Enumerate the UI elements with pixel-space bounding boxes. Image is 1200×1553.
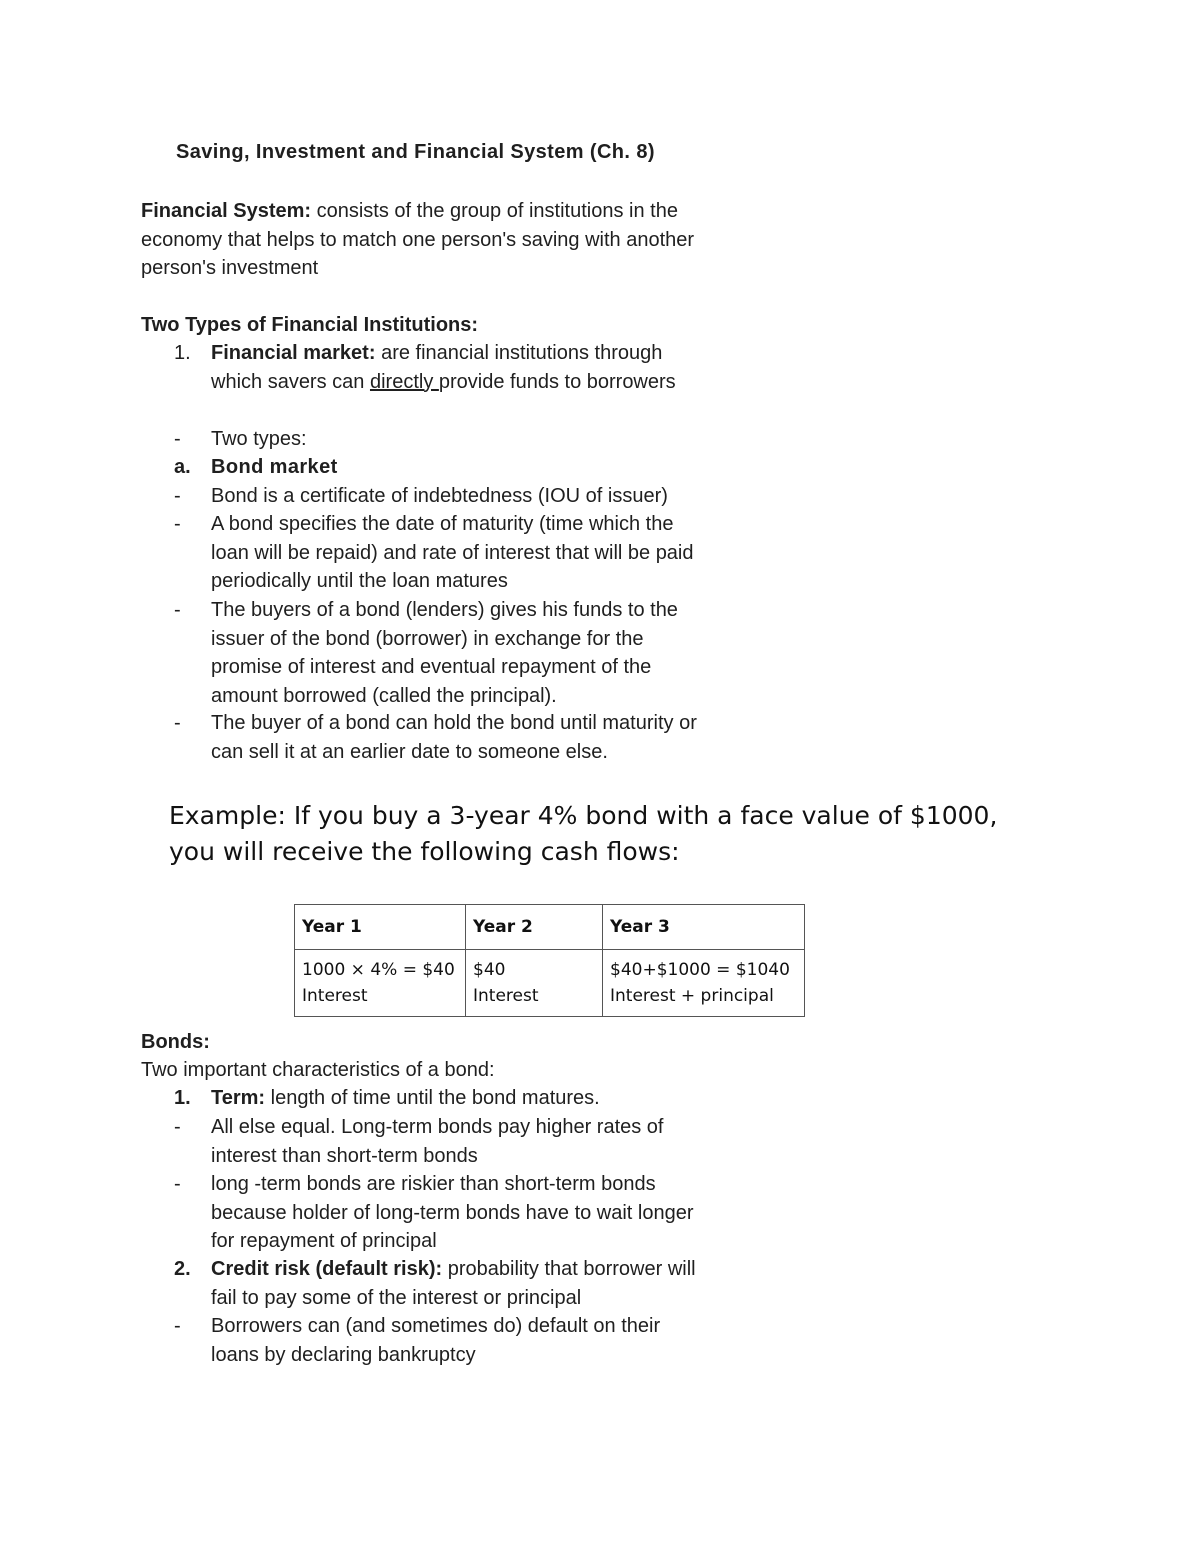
institutions-heading: Two Types of Financial Institutions:: [141, 314, 479, 336]
directly-underlined: directly: [369, 370, 439, 393]
credit-risk-label: Credit risk (default risk):: [211, 1258, 443, 1280]
list-item: long -term bonds are riskier than short-term bonds because holder of long-term bonds have to wait longer for repayment of principal: [211, 1173, 694, 1252]
financial-market-term: Financial market:: [211, 342, 376, 364]
example-text: Example: If you buy a 3-year 4% bond with a face value of $1000, you will receive the following cash flows:: [169, 801, 998, 866]
bond-market-label: Bond market: [211, 456, 338, 478]
cell-label: Interest: [302, 986, 368, 1006]
financial-market-text-end: provide funds to borrowers: [438, 370, 676, 393]
financial-market-text: are financial institutions through which savers can: [211, 342, 663, 393]
list-marker: -: [174, 1116, 181, 1138]
list-item: The buyers of a bond (lenders) gives his funds to the issuer of the bond (borrower) in exchange for the promise of interest and eventual repayment of the amount borrowed (called the principal).: [211, 599, 678, 707]
list-marker: -: [174, 513, 181, 535]
bonds-heading: Bonds:: [141, 1031, 210, 1053]
credit-risk-item: [211, 1255, 706, 1312]
table-header-cell: Year 3: [603, 905, 805, 950]
list-marker: a.: [174, 456, 191, 478]
table-row: [295, 950, 805, 1017]
table-cell: [603, 950, 805, 1017]
credit-risk-text: probability that borrower will fail to pay some of the interest or principal: [211, 1258, 696, 1309]
cell-amount: 1000 × 4% = $40: [302, 960, 455, 980]
list-marker: -: [174, 712, 181, 734]
list-marker: 1.: [174, 1087, 191, 1109]
cell-amount: $40+$1000 = $1040: [610, 960, 790, 980]
list-item: A bond specifies the date of maturity (time which the loan will be repaid) and rate of interest that will be paid periodically until the loan matures: [211, 513, 694, 592]
term-label: Term:: [211, 1087, 266, 1109]
table-cell: [295, 950, 466, 1017]
table-header-cell: Year 2: [466, 905, 603, 950]
table-header-cell: Year 1: [295, 905, 466, 950]
cell-amount: $40: [473, 960, 506, 980]
cash-flow-table: [294, 904, 805, 1017]
page-title: Saving, Investment and Financial System (Ch. 8): [176, 141, 655, 163]
list-marker: -: [174, 1315, 181, 1337]
financial-system-term: Financial System:: [141, 200, 312, 222]
list-marker: 2.: [174, 1258, 191, 1280]
list-marker: -: [174, 1173, 181, 1195]
table-header-row: [295, 905, 805, 950]
list-marker: -: [174, 428, 181, 450]
financial-market-item: [211, 339, 711, 396]
cell-label: Interest: [473, 986, 539, 1006]
cell-label: Interest + principal: [610, 986, 774, 1006]
bonds-intro: Two important characteristics of a bond:: [141, 1059, 495, 1081]
term-text: length of time until the bond matures.: [265, 1087, 600, 1109]
list-marker: 1.: [174, 342, 191, 364]
two-types-item: Two types:: [211, 428, 307, 450]
list-item: The buyer of a bond can hold the bond until maturity or can sell it at an earlier date to someone else.: [211, 712, 697, 763]
list-item: All else equal. Long-term bonds pay higher rates of interest than short-term bonds: [211, 1116, 664, 1167]
financial-system-text: consists of the group of institutions in the economy that helps to match one person's saving with another person's investment: [141, 200, 695, 279]
financial-system-definition: [141, 197, 721, 283]
list-marker: -: [174, 599, 181, 621]
list-marker: -: [174, 485, 181, 507]
term-item: [211, 1084, 711, 1113]
list-item: Borrowers can (and sometimes do) default on their loans by declaring bankruptcy: [211, 1315, 661, 1366]
table-cell: [466, 950, 603, 1017]
list-item: Bond is a certificate of indebtedness (IOU of issuer): [211, 485, 668, 507]
